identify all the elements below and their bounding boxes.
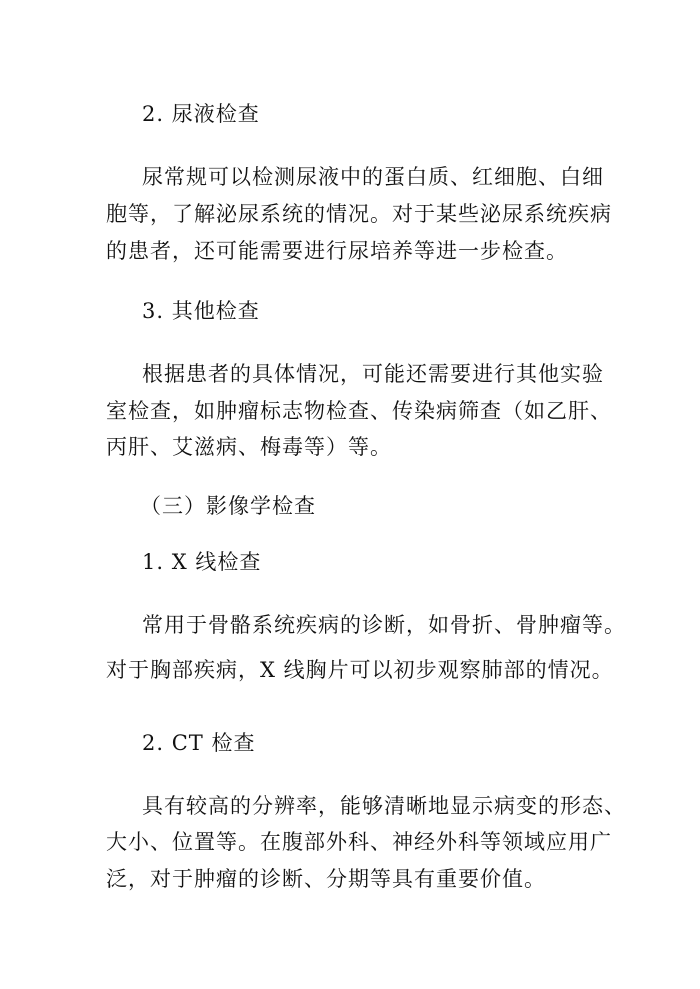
paragraph-other-line-2: 室检查，如肿瘤标志物检查、传染病筛查（如乙肝、 (106, 399, 612, 423)
paragraph-ct-line-3: 泛，对于肿瘤的诊断、分期等具有重要价值。 (106, 867, 546, 891)
paragraph-xray-line-1: 常用于骨骼系统疾病的诊断，如骨折、骨肿瘤等。 (142, 613, 626, 637)
paragraph-urine-line-1: 尿常规可以检测尿液中的蛋白质、红细胞、白细 (142, 165, 604, 189)
paragraph-urine-line-3: 的患者，还可能需要进行尿培养等进一步检查。 (106, 239, 568, 263)
heading-urine-exam: 2. 尿液检查 (142, 102, 260, 126)
paragraph-ct-line-1: 具有较高的分辨率，能够清晰地显示病变的形态、 (142, 794, 626, 818)
heading-other-exam: 3. 其他检查 (142, 299, 260, 323)
heading-ct-exam: 2. CT 检查 (142, 731, 256, 755)
paragraph-urine-line-2: 胞等，了解泌尿系统的情况。对于某些泌尿系统疾病 (106, 202, 612, 226)
paragraph-other-line-3: 丙肝、艾滋病、梅毒等）等。 (106, 435, 392, 459)
paragraph-xray-line-2: 对于胸部疾病，X 线胸片可以初步观察肺部的情况。 (106, 658, 614, 682)
paragraph-ct-line-2: 大小、位置等。在腹部外科、神经外科等领域应用广 (106, 830, 612, 854)
paragraph-other-line-1: 根据患者的具体情况，可能还需要进行其他实验 (142, 362, 604, 386)
section-heading-imaging: （三）影像学检查 (140, 494, 316, 518)
heading-xray-exam: 1. X 线检查 (142, 550, 262, 574)
